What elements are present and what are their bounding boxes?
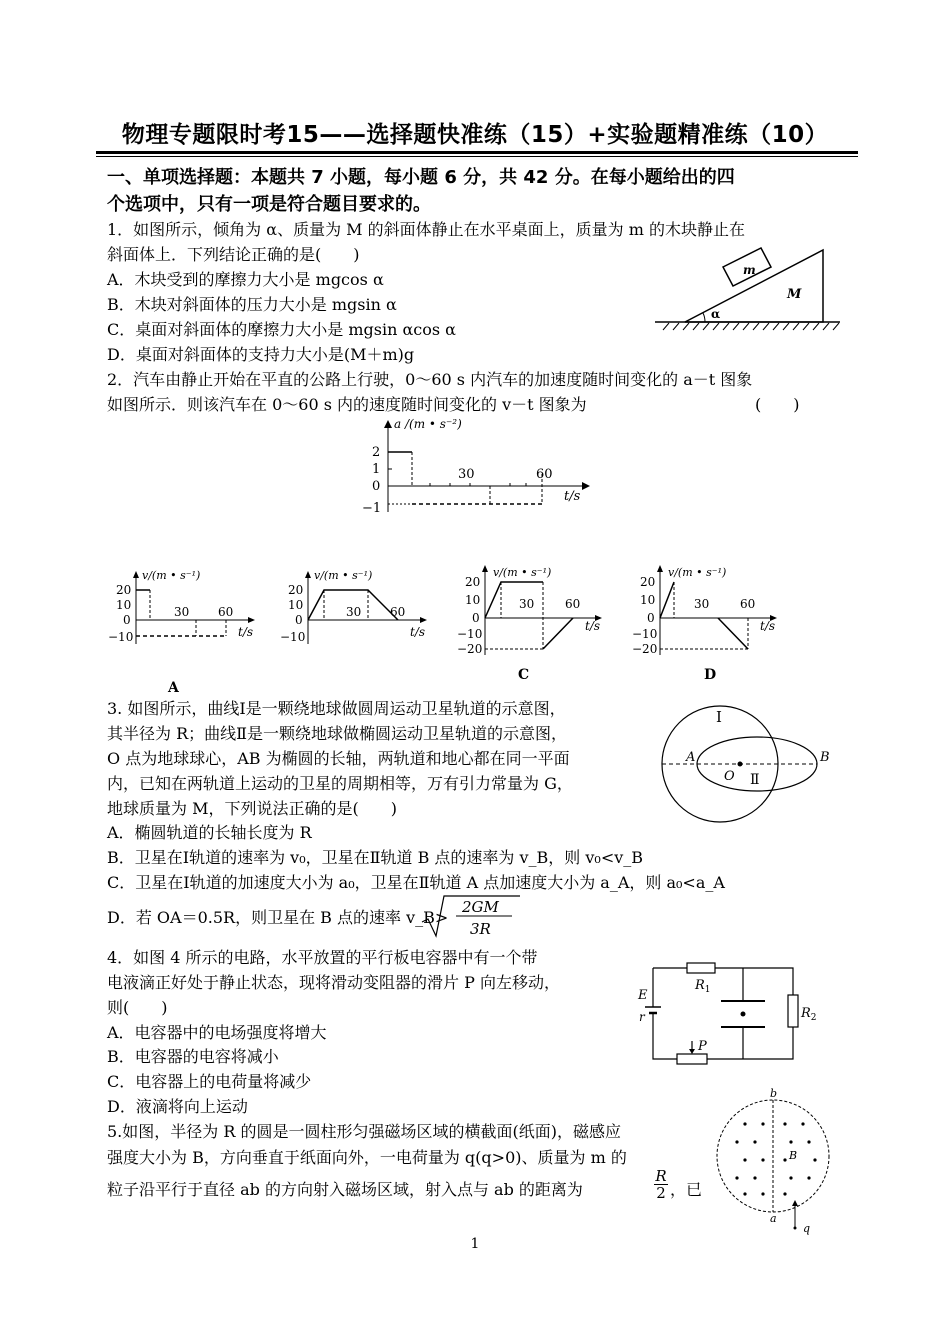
q5-point-a-label: a xyxy=(770,1212,777,1225)
q2-graph-b-xlabel: t/s xyxy=(410,625,426,639)
q3-stem-line5: 地球质量为 M，下列说法正确的是( ) xyxy=(107,799,397,818)
q5-stem-line1: 5.如图，半径为 R 的圆是一圆柱形匀强磁场区域的横截面(纸面)，磁感应 xyxy=(107,1122,621,1141)
q1-option-d: D．桌面对斜面体的支持力大小是(M＋m)g xyxy=(107,345,415,364)
q2-graph-a xyxy=(108,566,268,656)
q2-graph-a-xlabel: t/s xyxy=(238,625,254,639)
q2-graph-c xyxy=(455,560,615,660)
q3-option-d-denominator: 3R xyxy=(470,920,491,938)
q3-stem-line4: 内，已知在两轨道上运动的卫星的周期相等，万有引力常量为 G， xyxy=(107,774,573,793)
q2-graph-d-ytick: 10 xyxy=(640,593,656,607)
q4-stem-line2: 电液滴正好处于静止状态，现将滑动变阻器的滑片 P 向左移动， xyxy=(107,973,560,992)
q4-option-a: A．电容器中的电场强度将增大 xyxy=(107,1023,327,1042)
q2-graph-d-ytick: 20 xyxy=(640,575,656,589)
q2-graph-c-label: C xyxy=(518,667,530,683)
q3-option-c: C．卫星在Ⅰ轨道的加速度大小为 a₀，卫星在Ⅱ轨道 A 点加速度大小为 a_A，则 a₀<a_A xyxy=(107,873,725,892)
q1-option-a: A．木块受到的摩擦力大小是 mgcos α xyxy=(107,270,384,289)
q3-center-label: O xyxy=(724,769,735,784)
page-title: 物理专题限时考15——选择题快准练（15）+实验题精准练（10） xyxy=(121,122,829,148)
q3-option-b: B．卫星在Ⅰ轨道的速率为 v₀，卫星在Ⅱ轨道 B 点的速率为 v_B，则 v₀<v_B xyxy=(107,848,644,867)
q2-graph-b-ytick: −10 xyxy=(280,630,306,644)
q4-internal-r-label: r xyxy=(639,1010,645,1024)
q3-point-a-label: A xyxy=(686,750,696,765)
q1-stem-line2: 斜面体上．下列结论正确的是( ) xyxy=(107,245,360,264)
q2-at-ytick-1: 1 xyxy=(372,462,381,477)
q2-answer-bracket: ( ) xyxy=(755,395,800,414)
q2-at-ytick-0: 0 xyxy=(372,479,381,494)
q1-block-label: m xyxy=(743,263,756,277)
q3-stem-line3: O 点为地球球心，AB 为椭圆的长轴，两轨道和地心都在同一平面 xyxy=(107,749,570,768)
q4-option-b: B．电容器的电容将减小 xyxy=(107,1047,279,1066)
q2-at-xlabel: t/s xyxy=(564,489,581,504)
q2-graph-a-ytick: 20 xyxy=(116,583,132,597)
q5-fraction-numerator: R xyxy=(655,1167,667,1185)
q4-stem-line1: 4．如图 4 所示的电路，水平放置的平行板电容器中有一个带 xyxy=(107,948,538,967)
q2-graph-c-ylabel: v/(m • s⁻¹) xyxy=(493,566,552,579)
q2-at-xtick-60: 60 xyxy=(536,467,553,482)
q2-graph-a-xtick: 60 xyxy=(218,605,234,619)
q5-stem-line3-end: ，已 xyxy=(670,1180,703,1199)
q2-graph-a-ytick: 0 xyxy=(123,613,131,627)
q2-graph-d-ytick: −20 xyxy=(632,642,658,656)
q3-option-a: A．椭圆轨道的长轴长度为 R xyxy=(107,823,312,842)
q2-graph-b xyxy=(280,566,440,656)
q5-point-b-label: b xyxy=(770,1088,778,1100)
q2-graph-a-label: A xyxy=(168,680,179,696)
q2-graph-c-xtick: 60 xyxy=(565,597,581,611)
q2-graph-d-xtick: 30 xyxy=(694,597,710,611)
q2-graph-c-ytick: −10 xyxy=(457,627,483,641)
page-number: 1 xyxy=(470,1236,480,1252)
q2-stem-line1: 2．汽车由静止开始在平直的公路上行驶，0～60 s 内汽车的加速度随时间变化的 a－t 图象 xyxy=(107,370,753,389)
q4-r2-label: $R_2$ xyxy=(801,1006,817,1023)
q3-option-d-numerator: 2GM xyxy=(462,898,499,916)
q4-option-c: C．电容器上的电荷量将减少 xyxy=(107,1072,312,1091)
q3-point-b-label: B xyxy=(820,750,830,765)
q2-at-ytick-2: 2 xyxy=(372,445,381,460)
q3-orbit2-label: Ⅱ xyxy=(750,772,760,788)
q2-graph-d-ytick: 0 xyxy=(647,611,655,625)
q2-graph-a-ytick: 10 xyxy=(116,598,132,612)
q2-graph-d xyxy=(630,560,790,660)
q2-graph-b-ytick: 10 xyxy=(288,598,304,612)
q2-graph-b-ytick: 0 xyxy=(295,613,303,627)
q3-orbit-figure xyxy=(660,700,840,830)
section-heading-line2: 个选项中，只有一项是符合题目要求的。 xyxy=(107,194,431,215)
q2-graph-d-xlabel: t/s xyxy=(760,619,776,633)
q2-at-graph xyxy=(360,412,600,527)
q1-incline-figure xyxy=(655,240,845,335)
q5-stem-line3: 粒子沿平行于直径 ab 的方向射入磁场区域，射入点与 ab 的距离为 xyxy=(107,1180,583,1199)
q5-magnetic-field-figure xyxy=(715,1088,840,1238)
section-heading-line1: 一、单项选择题：本题共 7 小题，每小题 6 分，共 42 分。在每小题给出的四 xyxy=(107,167,735,188)
q1-angle-label: α xyxy=(711,307,721,321)
title-rule-thin xyxy=(96,156,858,157)
q2-graph-a-ylabel: v/(m • s⁻¹) xyxy=(142,569,201,582)
q3-stem-line1: 3. 如图所示，曲线Ⅰ是一颗绕地球做圆周运动卫星轨道的示意图， xyxy=(107,699,566,718)
q4-stem-line3: 则( ) xyxy=(107,998,168,1017)
q4-option-d: D．液滴将向上运动 xyxy=(107,1097,248,1116)
q4-slider-p-label: P xyxy=(698,1039,707,1054)
q2-at-xtick-30: 30 xyxy=(458,467,475,482)
q5-stem-line2: 强度大小为 B，方向垂直于纸面向外，一电荷量为 q(q>0)、质量为 m 的 xyxy=(107,1148,627,1167)
q4-r1-label: $R_1$ xyxy=(695,978,711,995)
q5-field-b-label: B xyxy=(789,1149,798,1162)
q3-orbit1-label: Ⅰ xyxy=(716,708,722,726)
q2-graph-c-ytick: 0 xyxy=(472,611,480,625)
q2-graph-d-ylabel: v/(m • s⁻¹) xyxy=(668,566,727,579)
q3-option-d-sqrt xyxy=(420,892,530,940)
q2-graph-b-ytick: 20 xyxy=(288,583,304,597)
q1-wedge-label: M xyxy=(787,287,802,302)
q2-graph-c-ytick: 20 xyxy=(465,575,481,589)
q2-graph-c-xtick: 30 xyxy=(519,597,535,611)
q5-fraction-denominator: 2 xyxy=(654,1184,668,1201)
q2-graph-d-xtick: 60 xyxy=(740,597,756,611)
q2-graph-d-ytick: −10 xyxy=(632,627,658,641)
q2-graph-b-xtick: 30 xyxy=(346,605,362,619)
q2-graph-c-ytick: −20 xyxy=(457,642,483,656)
q2-at-ytick-neg1: −1 xyxy=(362,501,382,516)
q4-circuit-figure xyxy=(635,955,820,1070)
q2-graph-a-ytick: −10 xyxy=(108,630,134,644)
q4-emf-label: E xyxy=(638,988,648,1003)
q2-graph-b-ylabel: v/(m • s⁻¹) xyxy=(314,569,373,582)
q2-stem-line2: 如图所示．则该汽车在 0～60 s 内的速度随时间变化的 v－t 图象为 xyxy=(107,395,587,414)
q2-graph-d-label: D xyxy=(704,667,717,683)
q3-option-d: D．若 OA＝0.5R，则卫星在 B 点的速率 v_B> xyxy=(107,908,449,927)
title-rule-thick xyxy=(96,151,858,154)
q1-option-c: C．桌面对斜面体的摩擦力大小是 mgsin αcos α xyxy=(107,320,456,339)
q1-option-b: B．木块对斜面体的压力大小是 mgsin α xyxy=(107,295,397,314)
q1-stem-line1: 1．如图所示，倾角为 α、质量为 M 的斜面体静止在水平桌面上，质量为 m 的木块静止在 xyxy=(107,220,745,239)
q5-charge-q-label: q xyxy=(803,1222,811,1235)
q2-graph-a-xtick: 30 xyxy=(174,605,190,619)
q2-at-ylabel: a /(m • s⁻²) xyxy=(394,417,462,431)
q2-graph-c-xlabel: t/s xyxy=(585,619,601,633)
q2-graph-b-xtick: 60 xyxy=(390,605,406,619)
q2-graph-c-ytick: 10 xyxy=(465,593,481,607)
q3-stem-line2: 其半径为 R；曲线Ⅱ是一颗绕地球做椭圆运动卫星轨道的示意图， xyxy=(107,724,568,743)
q5-fraction xyxy=(654,1168,668,1201)
